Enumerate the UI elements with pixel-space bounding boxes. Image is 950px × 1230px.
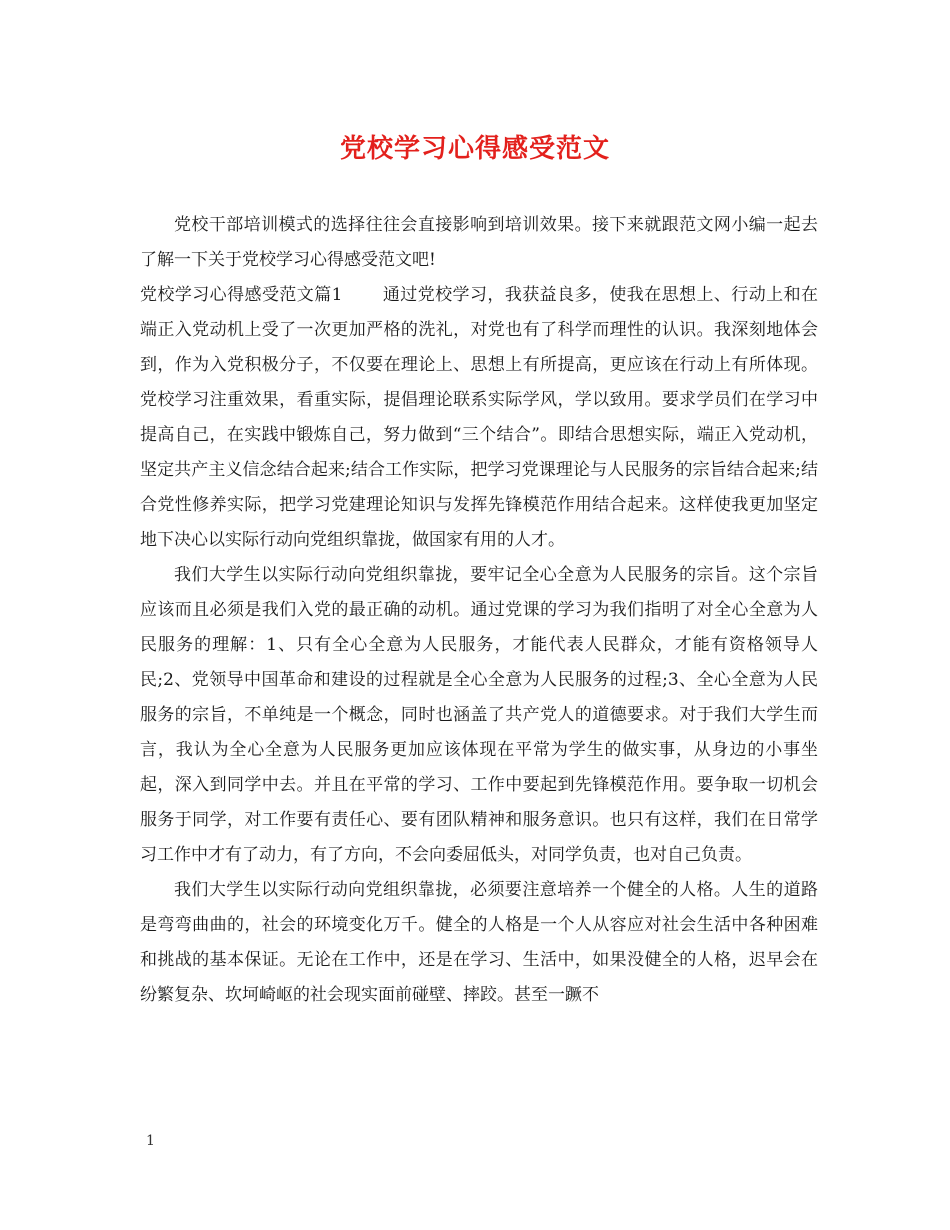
page-number: 1 <box>146 1133 155 1149</box>
document-body <box>140 208 818 1013</box>
section-first-paragraph: 通过党校学习，我获益良多，使我在思想上、行动上和在端正入党动机上受了一次更加严格的洗礼，对党也有了科学而理性的认识。我深刻地体会到，作为入党积极分子，不仅要在理论上、思想上有所提高，更应该在行动上有所体现。党校学习注重效果，看重实际，提倡理论联系实际学风，学以致用。要求学员们在学习中提高自己，在实践中锻炼自己，努力做到“三个结合”。即结合思想实际，端正入党动机，坚定共产主义信念结合起来;结合工作实际，把学习党课理论与人民服务的宗旨结合起来;结合党性修养实际，把学习党建理论知识与发挥先锋模范作用结合起来。这样使我更加坚定地下决心以实际行动向党组织靠拢，做国家有用的人才。 <box>140 285 818 550</box>
page-title: 党校学习心得感受范文 <box>339 134 610 164</box>
body-paragraph: 我们大学生以实际行动向党组织靠拢，要牢记全心全意为人民服务的宗旨。这个宗旨应该而且必须是我们入党的最正确的动机。通过党课的学习为我们指明了对全心全意为人民服务的理解：1、只有全心全意为人民服务，才能代表人民群众，才能有资格领导人民;2、党领导中国革命和建设的过程就是全心全意为人民服务的过程;3、全心全意为人民服务的宗旨，不单纯是一个概念，同时也涵盖了共产党人的道德要求。对于我们大学生而言，我认为全心全意为人民服务更加应该体现在平常为学生的做实事，从身边的小事坐起，深入到同学中去。并且在平常的学习、工作中要起到先锋模范作用。要争取一切机会服务于同学，对工作要有责任心、要有团队精神和服务意识。也只有这样，我们在日常学习工作中才有了动力，有了方向，不会向委屈低头，对同学负责，也对自己负责。 <box>140 565 818 865</box>
body-paragraph: 我们大学生以实际行动向党组织靠拢，必须要注意培养一个健全的人格。人生的道路是弯弯曲曲的，社会的环境变化万千。健全的人格是一个人从容应对社会生活中各种困难和挑战的基本保证。无论在工作中，还是在学习、生活中，如果没健全的人格，迟早会在纷繁复杂、坎坷崎岖的社会现实面前碰壁、摔跤。甚至一蹶不 <box>140 880 818 1005</box>
section-paragraph <box>140 278 818 558</box>
intro-paragraph: 党校干部培训模式的选择往往会直接影响到培训效果。接下来就跟范文网小编一起去了解一下关于党校学习心得感受范文吧! <box>140 215 818 270</box>
section-heading: 党校学习心得感受范文篇1 <box>140 285 343 305</box>
